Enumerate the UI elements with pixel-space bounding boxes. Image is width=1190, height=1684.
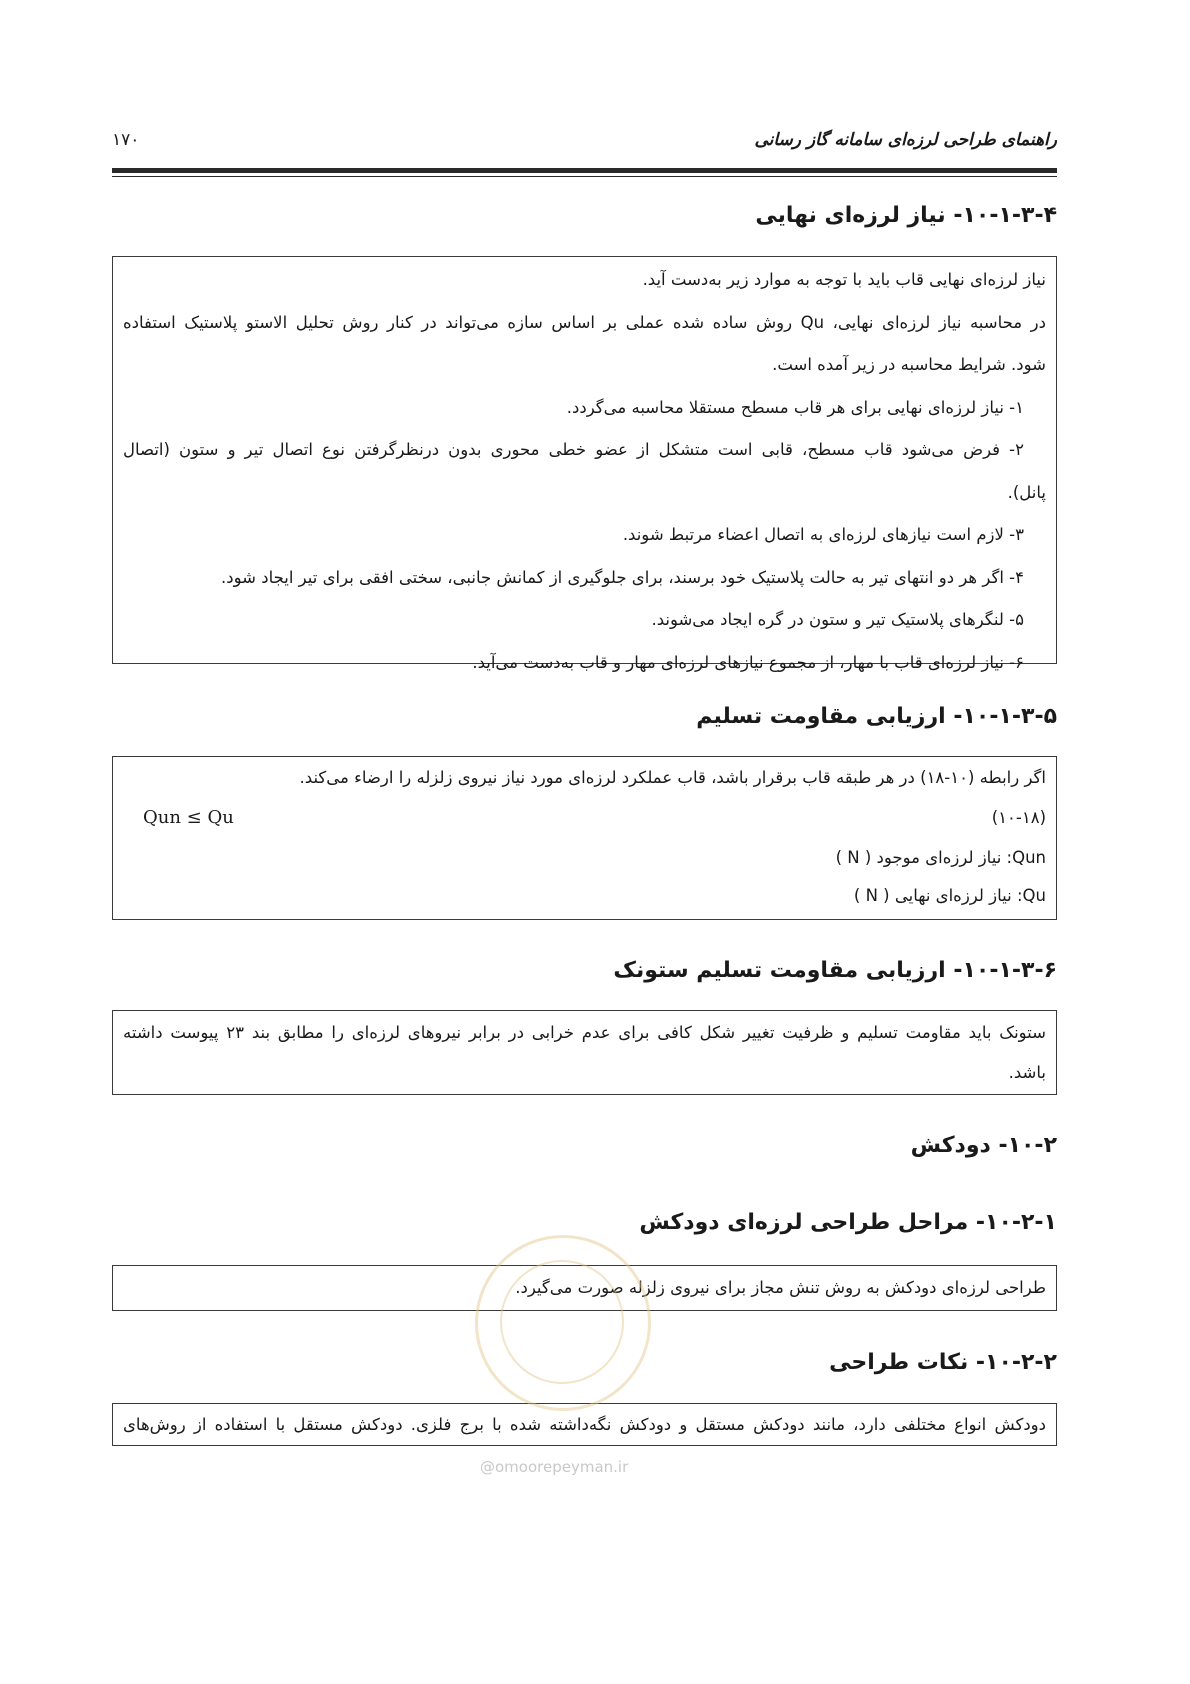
watermark-seal: [475, 1235, 651, 1411]
running-title: راهنمای طراحی لرزه‌ای سامانه گاز رسانی: [754, 130, 1057, 150]
watermark-seal-inner: [500, 1260, 624, 1384]
heading-strut-yield-strength: ۱۰-۱-۳-۶- ارزیابی مقاومت تسلیم ستونک: [613, 958, 1057, 983]
heading-yield-strength-evaluation: ۱۰-۱-۳-۵- ارزیابی مقاومت تسلیم: [696, 704, 1057, 729]
heading-chimney: ۱۰-۲- دودکش: [910, 1133, 1057, 1158]
formula-number: (۱۰-۱۸): [991, 808, 1046, 827]
paragraph-line: اگر رابطه (۱۰-۱۸) در هر طبقه قاب برقرار باشد، قاب عملکرد لرزه‌ای مورد نیاز نیروی زلزله را ارضاء می‌کند.: [299, 768, 1046, 787]
list-item: ۴- اگر هر دو انتهای تیر به حالت پلاستیک خود برسند، برای جلوگیری از کمانش جانبی، سختی افقی برای تیر ایجاد شود.: [221, 567, 1024, 587]
formula-row: [123, 797, 1046, 839]
definition-qun: Qun: نیاز لرزه‌ای موجود ( N ): [835, 848, 1046, 867]
running-header: [112, 130, 1057, 160]
box-yield-strength-evaluation: [112, 756, 1057, 920]
list-item: ۳- لازم است نیازهای لرزه‌ای به اتصال اعضاء مرتبط شوند.: [622, 525, 1024, 544]
paragraph-line: شود. شرایط محاسبه در زیر آمده است.: [772, 355, 1046, 374]
heading-chimney-design-steps: ۱۰-۲-۱- مراحل طراحی لرزه‌ای دودکش: [639, 1210, 1057, 1235]
paragraph-line: دودکش انواع مختلفی دارد، مانند دودکش مستقل و دودکش نگه‌داشته شده با برج فلزی. دودکش مستقل با استفاده از روش‌های: [123, 1415, 1046, 1434]
list-item: ۶- نیاز لرزه‌ای قاب با مهار، از مجموع نیازهای لرزه‌ای مهار و قاب به‌دست می‌آید.: [472, 652, 1024, 672]
box-design-notes: [112, 1403, 1057, 1446]
paragraph-line: طراحی لرزه‌ای دودکش به روش تنش مجاز برای نیروی زلزله صورت می‌گیرد.: [515, 1278, 1046, 1297]
formula-expression: Qun ≤ Qu: [143, 807, 234, 828]
list-item: ۵- لنگرهای پلاستیک تیر و ستون در گره ایجاد می‌شوند.: [651, 610, 1024, 629]
box-ultimate-seismic-demand: [112, 256, 1057, 672]
paragraph-line: ستونک باید مقاومت تسلیم و ظرفیت تغییر شکل کافی برای عدم خرابی در برابر نیروهای لرزه‌ای را مطابق بند ۲۳ پیوست داشته: [123, 1023, 1046, 1042]
watermark-text: @omoorepeyman.ir: [480, 1458, 629, 1476]
definition-qu: Qu: نیاز لرزه‌ای نهایی ( N ): [853, 886, 1046, 905]
header-rule-thin: [112, 176, 1057, 177]
box-strut-yield-strength: [112, 1010, 1057, 1095]
heading-design-notes: ۱۰-۲-۲- نکات طراحی: [829, 1350, 1057, 1375]
heading-ultimate-seismic-demand: ۱۰-۱-۳-۴- نیاز لرزه‌ای نهایی: [755, 203, 1057, 228]
list-item: ۱- نیاز لرزه‌ای نهایی برای هر قاب مسطح مستقلا محاسبه می‌گردد.: [566, 397, 1024, 417]
paragraph-line: باشد.: [1008, 1063, 1046, 1082]
list-item: ۲- فرض می‌شود قاب مسطح، قابی است متشکل از عضو خطی محوری بدون درنظرگرفتن نوع اتصال تیر و ستون (اتصال: [123, 440, 1024, 459]
page-number: ۱۷۰: [112, 130, 140, 150]
paragraph-line: در محاسبه نیاز لرزه‌ای نهایی، Qu روش ساده شده عملی بر اساس سازه می‌تواند در کنار روش تحلیل الاستو پلاستیک استفاده: [123, 312, 1046, 332]
header-rule-thick: [112, 168, 1057, 173]
list-item-continuation: پانل).: [1007, 482, 1046, 502]
paragraph-line: نیاز لرزه‌ای نهایی قاب باید با توجه به موارد زیر به‌دست آید.: [642, 270, 1046, 289]
